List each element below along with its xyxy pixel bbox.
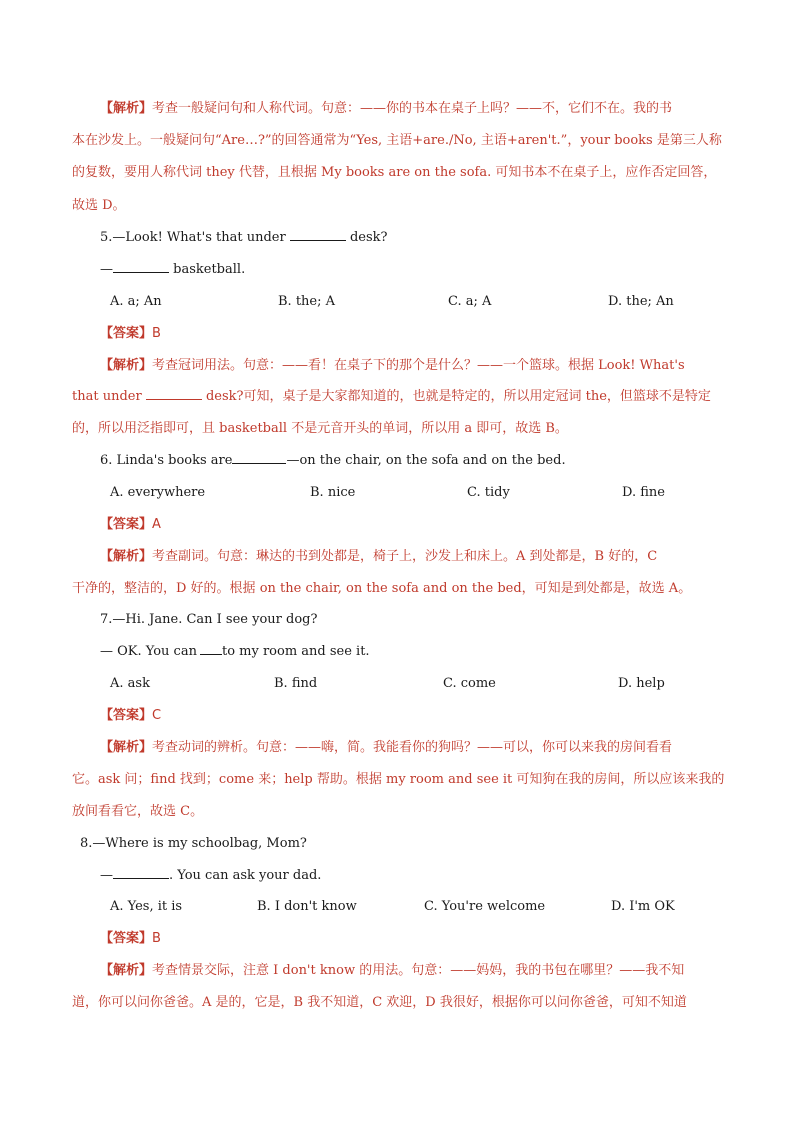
- q7-option-c: C. come: [443, 676, 496, 691]
- answer-blank: [113, 260, 169, 273]
- answer-blank: [113, 866, 169, 879]
- q7-stem: 7.—Hi. Jane. Can I see your dog?: [100, 612, 318, 627]
- q7-explanation-line-1: 【解析】考查动词的辨析。句意：——嗨，简。我能看你的狗吗？——可以，你可以来我的房间看看: [100, 740, 673, 755]
- q6-explanation-line-1: 【解析】考查副词。句意：琳达的书到处都是，椅子上，沙发上和床上。A 到处都是，B 好的，C: [100, 549, 658, 564]
- q4-explanation-line-2: 本在沙发上。一般疑问句“Are…?”的回答通常为“Yes, 主语+are./No, 主语+aren't.”，your books 是第三人称: [72, 133, 722, 148]
- q4-explanation-line-3: 的复数，要用人称代词 they 代替，且根据 My books are on the sofa. 可知书本不在桌子上，应作否定回答，: [72, 165, 717, 180]
- q5-explanation-line-3: 的，所以用泛指即可，且 basketball 不是元音开头的单词，所以用 a 即可，故选 B。: [72, 421, 568, 436]
- q7-answer: 【答案】C: [100, 708, 162, 723]
- q6-option-a: A. everywhere: [110, 485, 206, 500]
- q8-answer: 【答案】B: [100, 931, 161, 946]
- q6-stem: 6. Linda's books are —on the chair, on the sofa and on the bed.: [100, 453, 566, 468]
- q5-reply: — basketball.: [100, 262, 246, 277]
- q8-option-c: C. You're welcome: [424, 899, 546, 914]
- q4-explanation-line-4: 故选 D。: [72, 198, 126, 213]
- q5-option-d: D. the; An: [608, 294, 674, 309]
- q5-option-a: A. a; An: [110, 294, 162, 309]
- q6-option-b: B. nice: [310, 485, 356, 500]
- explanation-tag: 【解析】: [100, 101, 153, 116]
- q7-explanation-line-2: 它。ask 问；find 找到；come 来；help 帮助。根据 my room and see it 可知狗在我的房间，所以应该来我的: [72, 772, 725, 787]
- answer-blank: [200, 642, 222, 655]
- q5-answer: 【答案】B: [100, 326, 161, 341]
- answer-blank: [232, 451, 286, 464]
- q7-explanation-line-3: 放间看看它，故选 C。: [72, 804, 204, 819]
- q8-stem: 8.—Where is my schoolbag, Mom?: [80, 836, 307, 851]
- q5-explanation-line-1: 【解析】考查冠词用法。句意：——看！在桌子下的那个是什么？——一个篮球。根据 Look! What's: [100, 358, 685, 373]
- q6-option-c: C. tidy: [467, 485, 510, 500]
- q5-option-c: C. a; A: [448, 294, 492, 309]
- q8-option-a: A. Yes, it is: [110, 899, 183, 914]
- q8-option-d: D. I'm OK: [611, 899, 675, 914]
- q4-explanation-line-1: 【解析】考查一般疑问句和人称代词。句意：——你的书本在桌子上吗？——不，它们不在。我的书: [100, 101, 673, 116]
- q6-option-d: D. fine: [622, 485, 665, 500]
- q7-option-b: B. find: [274, 676, 318, 691]
- answer-blank: [146, 387, 202, 400]
- q8-explanation-line-2: 道，你可以问你爸爸。A 是的，它是，B 我不知道，C 欢迎，D 我很好，根据你可以问你爸爸，可知不知道: [72, 995, 687, 1010]
- q6-answer: 【答案】A: [100, 517, 161, 532]
- q5-explanation-line-2: that under desk?可知，桌子是大家都知道的，也就是特定的，所以用定冠词 the，但篮球不是特定: [72, 389, 711, 404]
- q5-stem: 5.—Look! What's that under desk?: [100, 230, 388, 245]
- q7-option-a: A. ask: [110, 676, 150, 691]
- q7-option-d: D. help: [618, 676, 665, 691]
- q6-explanation-line-2: 干净的，整洁的，D 好的。根据 on the chair, on the sofa and on the bed，可知是到处都是，故选 A。: [72, 581, 692, 596]
- q8-option-b: B. I don't know: [257, 899, 357, 914]
- q5-option-b: B. the; A: [278, 294, 336, 309]
- q8-reply: — . You can ask your dad.: [100, 868, 322, 883]
- q7-reply: — OK. You can to my room and see it.: [100, 644, 370, 659]
- answer-blank: [290, 228, 346, 241]
- q8-explanation-line-1: 【解析】考查情景交际，注意 I don't know 的用法。句意：——妈妈，我的书包在哪里？——我不知: [100, 963, 685, 978]
